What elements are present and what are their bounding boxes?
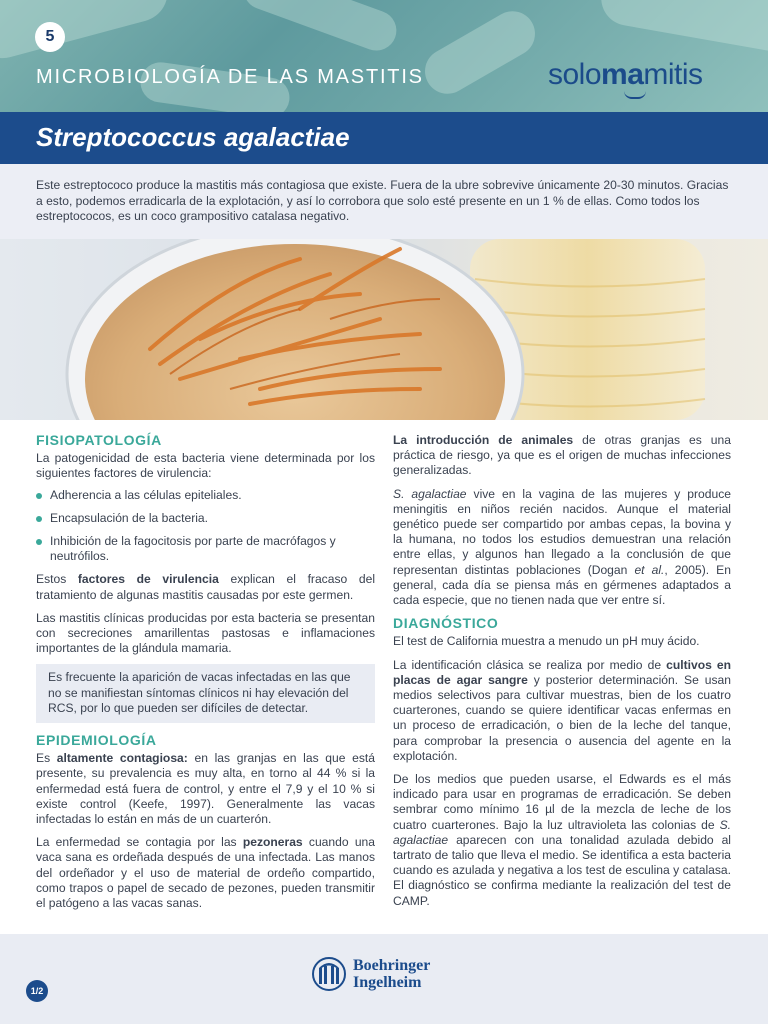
boehringer-ingelheim-logo bbox=[311, 956, 430, 992]
left-column bbox=[36, 433, 375, 919]
list-item: Encapsulación de la bacteria. bbox=[36, 511, 375, 526]
list-item: Adherencia a las células epiteliales. bbox=[36, 488, 375, 503]
title-bar bbox=[0, 112, 768, 164]
petri-dish-image bbox=[0, 239, 768, 420]
animal-introduction-paragraph: La introducción de animales de otras granjas es una práctica de riesgo, ya que es el origen de muchas infecciones generalizadas. bbox=[393, 433, 731, 478]
diagnostico-heading: DIAGNÓSTICO bbox=[393, 615, 499, 632]
solomamitis-logo: solomamitis bbox=[548, 58, 703, 92]
brand-line-2: Ingelheim bbox=[353, 974, 422, 991]
virulence-factor-list bbox=[36, 488, 375, 565]
petri-dish-photo bbox=[0, 239, 768, 420]
diagnosis-paragraph-1: El test de California muestra a menudo un pH muy ácido. bbox=[393, 634, 700, 649]
page-indicator: 1/2 bbox=[26, 980, 48, 1002]
callout-text: Es frecuente la aparición de vacas infectadas en las que no se manifiestan síntomas clínicos ni hay elevación del RCS, por lo que pueden ser difíciles de detectar. bbox=[48, 670, 351, 715]
page-title: Streptococcus agalactiae bbox=[36, 122, 350, 152]
diagnosis-paragraph-3: De los medios que pueden usarse, el Edwards es el más indicado para usar en programas de erradicación. Se deben sembrar como mínimo 16 µl de la mezcla de leche de los cuatro cuarterones. Bajo la luz ultravioleta las colonias de S. agalactiae aparecen con una tonalidad azulada debido al tartrato de talio que lleva el medio. Se identifica a esta bacteria cuando es azulada y negativa a los test de esculina y catalasa. El diagnóstico se confirma mediante la realización del test de CAMP. bbox=[393, 772, 731, 908]
bullet-icon bbox=[36, 493, 42, 499]
section-title: MICROBIOLOGÍA DE LAS MASTITIS bbox=[36, 66, 424, 88]
epidemiology-paragraph-1: Es altamente contagiosa: en las granjas en las que está presente, su prevalencia es muy alta, en torno al 44 % si la enfermedad está fuera de control, y entre el 7,9 y el 10 % si existe control (Keefe, 1997). Generalmente las vacas infectadas lo están en más de un cuarterón. bbox=[36, 751, 376, 827]
virulence-paragraph: Estos factores de virulencia explican el fracaso del tratamiento de algunas mastitis causadas por este germen. bbox=[36, 572, 376, 602]
footer bbox=[0, 934, 768, 1024]
brand-line-1: Boehringer bbox=[353, 957, 431, 974]
callout-box bbox=[36, 664, 375, 723]
header-banner bbox=[0, 0, 768, 112]
human-strain-paragraph: S. agalactiae vive en la vagina de las mujeres y produce meningitis en niños recién nacidos. Aunque el material genético puede ser compartido por ambas cepas, la bovina y la humana, no todos los estudios demuestran una relación entre ellas, y algunos han llegado a la conclusión de que representan distintas poblaciones (Dogan et al., 2005). En general, cada día se piensa más en gérmenes adaptados a cada especie, que no tienen nada que ver entre sí. bbox=[393, 486, 731, 608]
page-number-badge: 5 bbox=[35, 22, 65, 52]
list-item: Inhibición de la fagocitosis por parte de macrófagos y neutrófilos. bbox=[36, 534, 375, 564]
epidemiologia-heading: EPIDEMIOLOGÍA bbox=[36, 732, 157, 749]
fisiopatologia-intro: La patogenicidad de esta bacteria viene determinada por los siguientes factores de virulencia: bbox=[36, 451, 375, 481]
epidemiology-paragraph-2: La enfermedad se contagia por las pezoneras cuando una vaca sana es ordeñada después de una infectada. Las manos del ordeñador y el uso de material de ordeño compartido, como trapos o papel de secado de pezones, pueden transmitir el patógeno a las vacas sanas. bbox=[36, 835, 375, 911]
logo-smile-icon bbox=[624, 91, 646, 99]
diagnosis-paragraph-2: La identificación clásica se realiza por medio de cultivos en placas de agar sangre y posterior determinación. Se usan medios selectivos para cultivar muestras, bien de los cuatro cuarterones, cuando se quiere identificar vacas enfermas en un proceso de erradicación, o bien de la leche del tanque, para comprobar la presencia o ausencia del agente en la explotación. bbox=[393, 657, 731, 763]
bullet-icon bbox=[36, 516, 42, 522]
right-column bbox=[393, 433, 731, 917]
bullet-icon bbox=[36, 539, 42, 545]
fisiopatologia-heading: FISIOPATOLOGÍA bbox=[36, 432, 162, 448]
clinical-paragraph: Las mastitis clínicas producidas por esta bacteria se presentan con secreciones amarillentas pastosas e inflamaciones importantes de la glándula mamaria. bbox=[36, 610, 375, 656]
intro-panel bbox=[0, 164, 768, 239]
boehringer-logo-icon bbox=[311, 956, 347, 992]
intro-text: Este estreptococo produce la mastitis más contagiosa que existe. Fuera de la ubre sobrevive únicamente 20-30 minutos. Gracias a esto, podemos erradicarla de la explotación, y así lo corrobora que solo esté presente en un 1 % de ellas. Como todos los estreptococos, es un coco grampositivo catalasa negativo. bbox=[36, 178, 729, 223]
